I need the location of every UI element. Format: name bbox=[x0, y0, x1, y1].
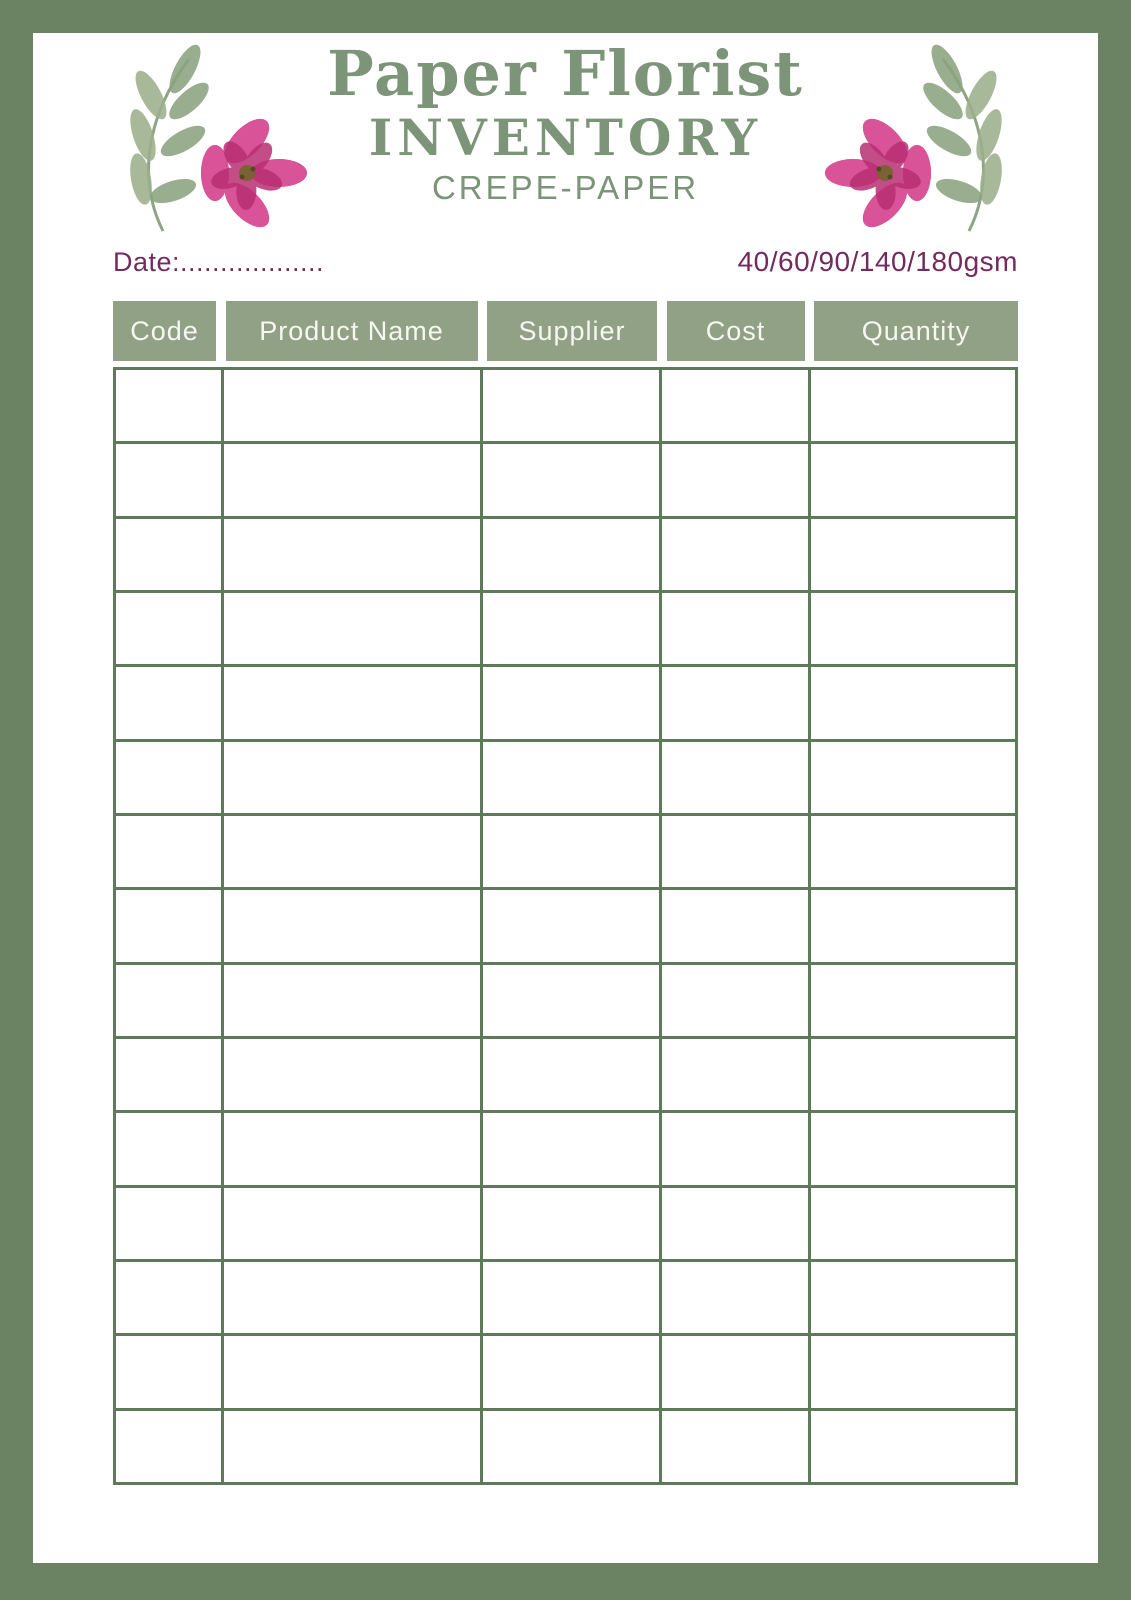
table-header bbox=[113, 301, 1018, 361]
column-header-supplier: Supplier bbox=[487, 301, 657, 361]
cell-supplier-row14[interactable] bbox=[483, 1336, 659, 1407]
cell-code-row13[interactable] bbox=[116, 1262, 221, 1333]
cell-code-row14[interactable] bbox=[116, 1336, 221, 1407]
gsm-options-label: 40/60/90/140/180gsm bbox=[737, 246, 1018, 277]
cell-cost-row8[interactable] bbox=[662, 890, 808, 961]
cell-product-name-row10[interactable] bbox=[224, 1039, 480, 1110]
cell-product-name-row8[interactable] bbox=[224, 890, 480, 961]
cell-code-row2[interactable] bbox=[116, 444, 221, 515]
cell-supplier-row10[interactable] bbox=[483, 1039, 659, 1110]
cell-quantity-row10[interactable] bbox=[811, 1039, 1015, 1110]
cell-product-name-row14[interactable] bbox=[224, 1336, 480, 1407]
cell-cost-row1[interactable] bbox=[662, 370, 808, 441]
title-block bbox=[33, 33, 1098, 206]
cell-quantity-row11[interactable] bbox=[811, 1113, 1015, 1184]
cell-cost-row3[interactable] bbox=[662, 519, 808, 590]
cell-product-name-row1[interactable] bbox=[224, 370, 480, 441]
cell-quantity-row3[interactable] bbox=[811, 519, 1015, 590]
cell-code-row11[interactable] bbox=[116, 1113, 221, 1184]
cell-supplier-row3[interactable] bbox=[483, 519, 659, 590]
cell-quantity-row14[interactable] bbox=[811, 1336, 1015, 1407]
cell-product-name-row3[interactable] bbox=[224, 519, 480, 590]
cell-supplier-row9[interactable] bbox=[483, 965, 659, 1036]
cell-code-row15[interactable] bbox=[116, 1411, 221, 1482]
cell-code-row6[interactable] bbox=[116, 742, 221, 813]
page bbox=[33, 33, 1098, 1563]
cell-supplier-row5[interactable] bbox=[483, 667, 659, 738]
cell-quantity-row9[interactable] bbox=[811, 965, 1015, 1036]
column-header-quantity: Quantity bbox=[814, 301, 1018, 361]
cell-cost-row12[interactable] bbox=[662, 1188, 808, 1259]
cell-product-name-row2[interactable] bbox=[224, 444, 480, 515]
cell-product-name-row11[interactable] bbox=[224, 1113, 480, 1184]
cell-cost-row15[interactable] bbox=[662, 1411, 808, 1482]
cell-supplier-row15[interactable] bbox=[483, 1411, 659, 1482]
cell-code-row5[interactable] bbox=[116, 667, 221, 738]
cell-product-name-row7[interactable] bbox=[224, 816, 480, 887]
cell-cost-row6[interactable] bbox=[662, 742, 808, 813]
column-header-code: Code bbox=[113, 301, 216, 361]
cell-supplier-row4[interactable] bbox=[483, 593, 659, 664]
cell-cost-row11[interactable] bbox=[662, 1113, 808, 1184]
cell-code-row10[interactable] bbox=[116, 1039, 221, 1110]
cell-code-row7[interactable] bbox=[116, 816, 221, 887]
cell-cost-row4[interactable] bbox=[662, 593, 808, 664]
page-subtitle: INVENTORY bbox=[368, 107, 763, 167]
cell-code-row1[interactable] bbox=[116, 370, 221, 441]
cell-supplier-row7[interactable] bbox=[483, 816, 659, 887]
cell-quantity-row8[interactable] bbox=[811, 890, 1015, 961]
cell-cost-row13[interactable] bbox=[662, 1262, 808, 1333]
cell-quantity-row5[interactable] bbox=[811, 667, 1015, 738]
cell-quantity-row1[interactable] bbox=[811, 370, 1015, 441]
cell-cost-row7[interactable] bbox=[662, 816, 808, 887]
cell-product-name-row13[interactable] bbox=[224, 1262, 480, 1333]
page-title: Paper Florist bbox=[327, 37, 804, 110]
column-header-product-name: Product Name bbox=[226, 301, 478, 361]
cell-code-row8[interactable] bbox=[116, 890, 221, 961]
paper-type-label: CREPE-PAPER bbox=[431, 168, 700, 206]
cell-quantity-row4[interactable] bbox=[811, 593, 1015, 664]
table-body bbox=[113, 367, 1018, 1485]
cell-quantity-row12[interactable] bbox=[811, 1188, 1015, 1259]
date-field[interactable]: Date:.................. bbox=[113, 247, 325, 277]
cell-code-row3[interactable] bbox=[116, 519, 221, 590]
cell-cost-row10[interactable] bbox=[662, 1039, 808, 1110]
cell-code-row9[interactable] bbox=[116, 965, 221, 1036]
column-header-cost: Cost bbox=[667, 301, 805, 361]
cell-supplier-row6[interactable] bbox=[483, 742, 659, 813]
cell-cost-row14[interactable] bbox=[662, 1336, 808, 1407]
cell-supplier-row11[interactable] bbox=[483, 1113, 659, 1184]
cell-supplier-row12[interactable] bbox=[483, 1188, 659, 1259]
cell-quantity-row13[interactable] bbox=[811, 1262, 1015, 1333]
cell-quantity-row6[interactable] bbox=[811, 742, 1015, 813]
cell-supplier-row2[interactable] bbox=[483, 444, 659, 515]
cell-code-row4[interactable] bbox=[116, 593, 221, 664]
cell-supplier-row8[interactable] bbox=[483, 890, 659, 961]
cell-product-name-row12[interactable] bbox=[224, 1188, 480, 1259]
cell-cost-row5[interactable] bbox=[662, 667, 808, 738]
cell-product-name-row4[interactable] bbox=[224, 593, 480, 664]
cell-quantity-row7[interactable] bbox=[811, 816, 1015, 887]
cell-product-name-row9[interactable] bbox=[224, 965, 480, 1036]
cell-code-row12[interactable] bbox=[116, 1188, 221, 1259]
cell-quantity-row2[interactable] bbox=[811, 444, 1015, 515]
cell-product-name-row6[interactable] bbox=[224, 742, 480, 813]
cell-product-name-row5[interactable] bbox=[224, 667, 480, 738]
cell-quantity-row15[interactable] bbox=[811, 1411, 1015, 1482]
meta-row bbox=[113, 246, 1018, 282]
cell-supplier-row13[interactable] bbox=[483, 1262, 659, 1333]
cell-supplier-row1[interactable] bbox=[483, 370, 659, 441]
cell-cost-row2[interactable] bbox=[662, 444, 808, 515]
cell-product-name-row15[interactable] bbox=[224, 1411, 480, 1482]
cell-cost-row9[interactable] bbox=[662, 965, 808, 1036]
